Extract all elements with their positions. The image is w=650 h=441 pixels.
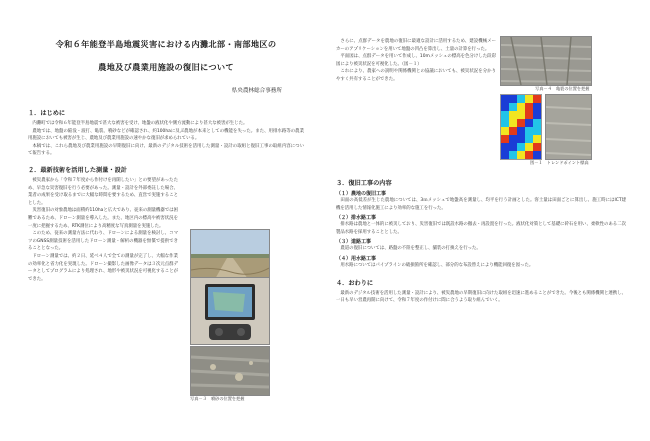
heatmap-cell — [517, 143, 525, 151]
elevation-heatmap — [501, 95, 541, 159]
section-3-text-3: 農道の復旧については、路盤の不陸を整正し、舗装の打換えを行った。 — [340, 246, 481, 252]
section-2-continued: さらに、点群データを農地の復旧に最適な設計に活用するため、建設機械メーカーのアプリケーションを用いて地盤の凹凸を算出し、土量の計算を行った。 — [336, 39, 496, 52]
heatmap-cell — [501, 143, 509, 151]
photo-4-caption: 写真－４ 亀裂の位置を把握 — [535, 86, 590, 91]
title-line-1: 令和６年能登半島地震災害における内灘北部・南部地区の — [55, 39, 277, 49]
section-2-heading: ２．最新技術を活用した測量・設計 — [28, 166, 127, 174]
heatmap-cell — [501, 135, 509, 143]
section-3-sub-4: （４）用水路工事 — [336, 255, 377, 262]
heatmap-cell — [525, 95, 533, 103]
section-2-continued: 平面図は、点群データを用いて作成し、10mメッシュの標高を色分けした段彩図により被災状況を可視化した。（図－１） — [336, 54, 496, 67]
heatmap-cell — [517, 119, 525, 127]
heatmap-cell — [509, 127, 517, 135]
section-3-sub-3: （３）道路工事 — [336, 239, 372, 246]
heatmap-cell — [525, 119, 533, 127]
trend-point-image — [546, 95, 591, 159]
author: 県央農林総合事務所 — [231, 88, 282, 94]
heatmap-cell — [509, 151, 517, 159]
heatmap-cell — [533, 95, 541, 103]
heatmap-cell — [517, 135, 525, 143]
heatmap-cell — [509, 111, 517, 119]
section-1-paragraph: 農地では、地盤の陥没・波打、亀裂、噴砂などが確認され、約100haに及ぶ農地が本来としての機能を失った。また、用排水路等の農業用施設においても被害が生じ、農地及び農業用施設の速やかな復旧が求められている。 — [28, 128, 304, 142]
heatmap-cell — [517, 95, 525, 103]
heatmap-cell — [501, 95, 509, 103]
heatmap-cell — [533, 103, 541, 111]
heatmap-cell — [533, 143, 541, 151]
section-3-sub-2: （２）排水路工事 — [336, 215, 377, 222]
section-2-paragraph: 災害復旧の対象農地は面積約110haと広大であり、従来の測量機器では困難であるため、ドローン測量を導入した。また、地区内の標高や被害状況を一度に把握するため、RTK測位により高精度な写真測量を実施した。 — [28, 208, 178, 229]
heatmap-cell — [525, 127, 533, 135]
heatmap-cell — [525, 103, 533, 111]
heatmap-cell — [517, 111, 525, 119]
heatmap-cell — [501, 111, 509, 119]
photo-crack — [500, 36, 592, 86]
section-2-paragraph: ドローン測量では、約２日、延べ４人で全ての測量が完了し、大幅な作業の効率化と省力化を実現した。ドローン撮影した画像データは３次元点群データとしてプログラムにより処理され、地形や被災状況を可視化することができた。 — [28, 253, 178, 282]
section-3-text-4: 用水路についてはパイプラインの破損箇所を確認し、部分的な布設替えにより機能回復を図った。 — [340, 262, 534, 268]
photo-sand-boil — [190, 346, 270, 396]
heatmap-cell — [509, 103, 517, 111]
heatmap-cell — [509, 143, 517, 151]
heatmap-cell — [533, 135, 541, 143]
section-3-heading: ３．復旧工事の内容 — [336, 180, 392, 187]
tablet-image — [191, 278, 269, 344]
section-1-heading: １．はじめに — [28, 110, 66, 117]
heatmap-cell — [501, 151, 509, 159]
heatmap-cell — [501, 127, 509, 135]
section-3-text-2: 排水路は農地と一体的に被災しており、災害復旧では既設水路の撤去・再設置を行った。液状化対策として基礎に砕石を用い、柔軟性のある二次製品水路を採用することとした。 — [336, 222, 626, 235]
heatmap-cell — [533, 127, 541, 135]
heatmap-cell — [525, 135, 533, 143]
section-1-paragraph: 内灘町では令和６年能登半島地震で甚大な被害を受け、地盤の液状化や側方流動により甚大な被害が生じた。 — [32, 121, 248, 126]
heatmap-cell — [517, 127, 525, 135]
section-3-sub-1: （１）農地の復旧工事 — [336, 191, 387, 197]
aerial-image — [191, 347, 269, 395]
heatmap-cell — [509, 119, 517, 127]
figure-1-caption: 図－１ トレンドポイント標高 — [530, 160, 589, 165]
photo-trend-point — [545, 94, 592, 160]
heatmap-cell — [517, 103, 525, 111]
heatmap-cell — [517, 151, 525, 159]
heatmap-cell — [525, 151, 533, 159]
heatmap-cell — [509, 135, 517, 143]
heatmap-cell — [525, 111, 533, 119]
crack-image — [501, 37, 591, 85]
heatmap-cell — [509, 95, 517, 103]
heatmap-cell — [533, 111, 541, 119]
heatmap-figure — [500, 94, 542, 160]
section-2-paragraph: このため、従来の測量方法に代わり、ドローンによる測量を検討し、コマツのGNSS測量技術を活用したドローン測量・解析の機器を無償で提供できることとなった。 — [28, 231, 178, 252]
section-3-text-1: 田面の高低差が生じた農地については、3ｍメッシュで地盤高を測量し、均平を行う計画とした。客土量は田面ごとに算出し、施工時にはICT建機を活用した情報化施工により効率的な施工を行った。 — [336, 198, 626, 211]
section-2-continued: これにより、農家への説明や関係機関との協議においても、被災状況を分かりやすく共有することができた。 — [336, 69, 496, 82]
heatmap-cell — [533, 119, 541, 127]
title-line-2: 農地及び農業用施設の復旧について — [98, 62, 234, 72]
heatmap-cell — [501, 119, 509, 127]
heatmap-cell — [501, 103, 509, 111]
heatmap-cell — [525, 143, 533, 151]
section-4-paragraph: 最新のデジタル技術を活用した測量・設計により、被災農地の早期復旧に向けた取組を迅速に進めることができた。今後とも関係機関と連携し、一日も早い営農再開に向けて、令和７年度の作付けに間に合うよう取り組んでいく。 — [336, 290, 626, 304]
heatmap-cell — [533, 151, 541, 159]
photo-3-caption: 写真－３ 噴砂の位置を把握 — [190, 396, 245, 401]
section-4-heading: ４．おわりに — [336, 279, 374, 287]
photo-tablet — [190, 277, 270, 345]
section-1-paragraph: 本稿では、これら農地及び農業用施設の早期復旧に向け、最新のデジタル技術を活用した測量・設計の取組と復旧工事の取組内容について報告する。 — [28, 143, 304, 157]
section-2-paragraph: 被災農家から「令和７年度から作付けを再開したい」との要望があったため、早急な災害復旧を行う必要があった。測量・設計を外部委託した場合、業者の成果を受け取るまでに大幅な時間を要するため、直営で実施することとした。 — [28, 177, 178, 206]
